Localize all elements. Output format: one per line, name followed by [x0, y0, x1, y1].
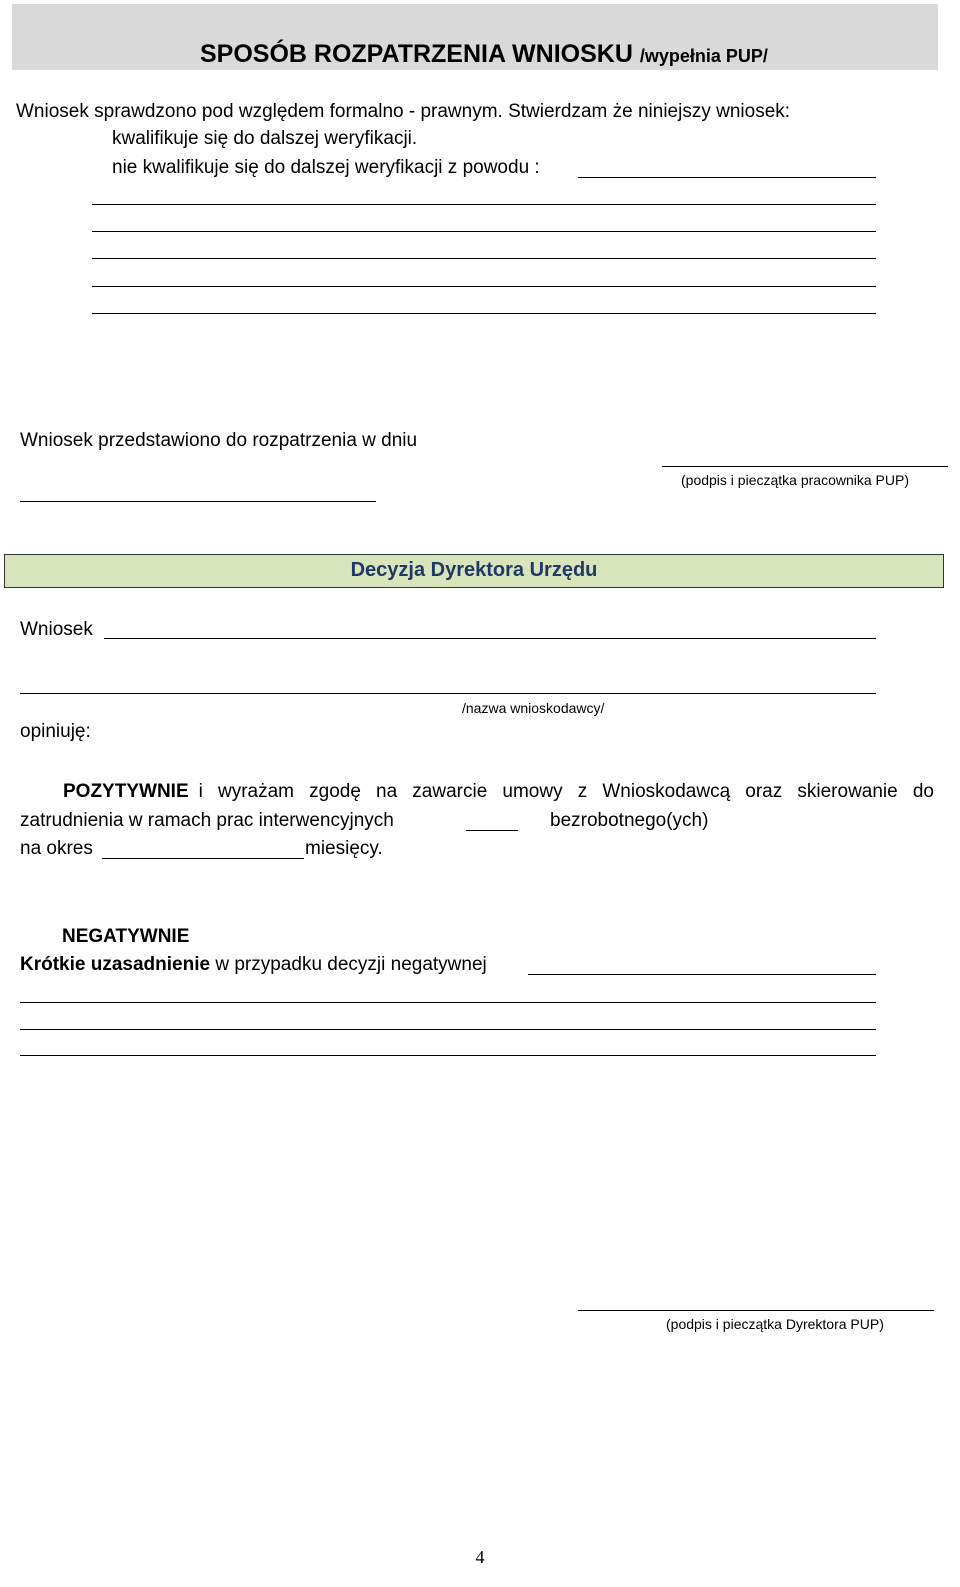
employment-text: zatrudnienia w ramach prac interwencyjnych — [20, 810, 394, 831]
negative-option: NEGATYWNIE — [62, 926, 190, 947]
positive-line — [63, 781, 934, 803]
positive-option: POZYTYWNIE — [63, 781, 189, 802]
justification-field-line[interactable] — [20, 1029, 876, 1030]
reason-field-line[interactable] — [92, 286, 876, 287]
verification-intro: Wniosek sprawdzono pod względem formalno - prawnym. Stwierdzam że niniejszy wniosek: — [16, 101, 791, 122]
justification-field-line[interactable] — [20, 1055, 876, 1056]
applicant-field-line[interactable] — [104, 638, 876, 639]
application-label: Wniosek — [20, 619, 93, 640]
reason-field-line[interactable] — [578, 177, 876, 178]
period-months-field[interactable] — [102, 858, 304, 859]
positive-text: i wyrażam zgodę na zawarcie umowy z Wnioskodawcą oraz skierowanie do — [198, 781, 934, 802]
justification-field-line[interactable] — [20, 1002, 876, 1003]
decision-title: Decyzja Dyrektora Urzędu — [350, 559, 598, 581]
director-signature-line[interactable] — [578, 1310, 934, 1311]
employee-signature-caption: (podpis i pieczątka pracownika PUP) — [681, 472, 909, 488]
applicant-name-field[interactable] — [20, 693, 876, 694]
reason-field-line[interactable] — [92, 258, 876, 259]
option-not-qualifies: nie kwalifikuje się do dalszej weryfikacji z powodu : — [112, 157, 540, 178]
reason-field-line[interactable] — [92, 231, 876, 232]
justification-label — [20, 954, 487, 976]
opinion-label: opiniuję: — [20, 721, 91, 742]
reason-field-line[interactable] — [92, 313, 876, 314]
director-signature-caption: (podpis i pieczątka Dyrektora PUP) — [666, 1316, 884, 1332]
period-prefix: na okres — [20, 838, 93, 859]
section-title — [200, 40, 768, 69]
submission-date-label: Wniosek przedstawiono do rozpatrzenia w dniu — [20, 430, 418, 451]
applicant-caption: /nazwa wnioskodawcy/ — [462, 700, 605, 716]
unemployed-text: bezrobotnego(ych) — [550, 810, 709, 831]
reason-field-line[interactable] — [92, 204, 876, 205]
justification-bold: Krótkie uzasadnienie — [20, 954, 211, 975]
employee-signature-line[interactable] — [662, 466, 948, 467]
period-suffix: miesięcy. — [305, 838, 383, 859]
submission-date-field[interactable] — [20, 501, 376, 502]
title-note: /wypełnia PUP/ — [639, 46, 768, 66]
justification-text: w przypadku decyzji negatywnej — [215, 954, 487, 975]
unemployed-count-field[interactable] — [466, 830, 518, 831]
option-qualifies: kwalifikuje się do dalszej weryfikacji. — [112, 128, 418, 149]
page-number: 4 — [475, 1547, 485, 1567]
justification-field-line[interactable] — [528, 974, 876, 975]
title-main: SPOSÓB ROZPATRZENIA WNIOSKU — [200, 40, 633, 68]
